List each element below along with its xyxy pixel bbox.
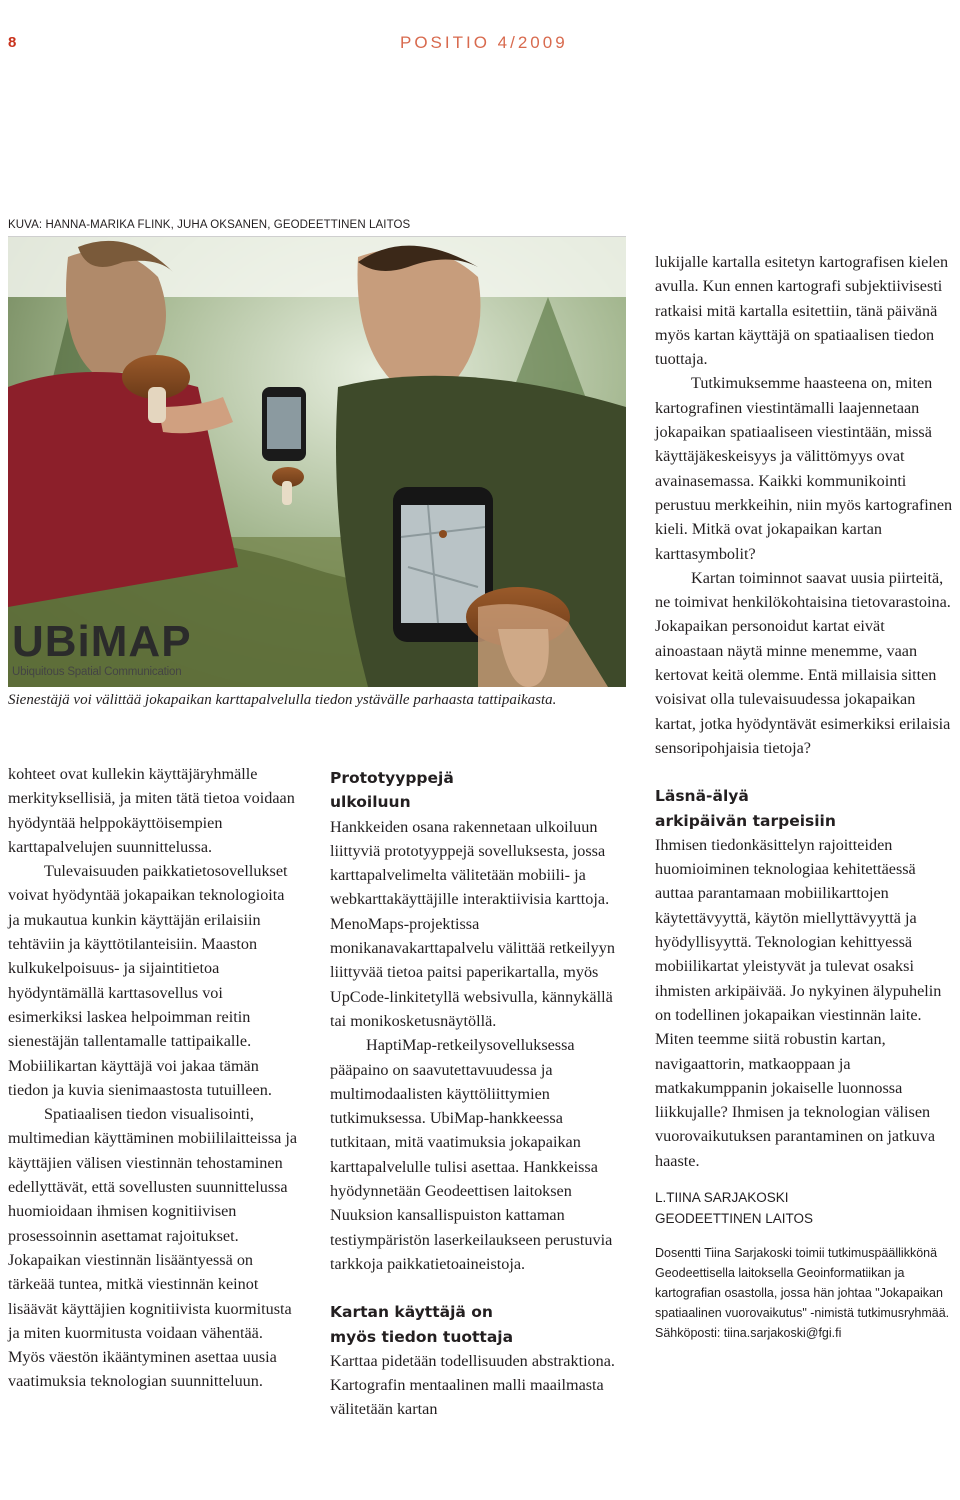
photo-credit: KUVA: HANNA-MARIKA FLINK, JUHA OKSANEN, GEODEETTINEN LAITOS: [8, 219, 411, 231]
logo-tagline: Ubiquitous Spatial Communication: [12, 666, 182, 678]
subheading: myös tiedon tuottaja: [330, 1327, 514, 1346]
paragraph: Karttaa pidetään todellisuuden abstraktiona. Kartografin mentaalinen malli maailmasta välitetään kartan: [330, 1351, 615, 1419]
paragraph: Hankkeiden osana rakennetaan ulkoiluun liittyviä prototyyppejä sovelluksesta, jossa karttapalvelimelta välitetään mobiili- ja webkarttakäyttäjille interaktiivisia karttoja. MenoMaps-projektissa monikanavakarttapalvelu välittää retkeilyyn liittyvää tietoa paitsi paperikartalla, myös UpCode-linkitetyllä websivulla, kännykällä tai monikosketusnäytöllä.: [330, 817, 615, 1030]
paragraph: kohteet ovat kullekin käyttäjäryhmälle merkityksellisiä, ja miten tätä tietoa voidaan hyödyntää helppokäyttöisempien karttapalvelujen suunnittelussa.: [8, 765, 295, 856]
page-number: 8: [8, 34, 17, 51]
author-name: L.TIINA SARJAKOSKI: [655, 1189, 789, 1205]
paragraph: Kartan toiminnot saavat uusia piirteitä, ne toimivat henkilökohtaisina tietovarastoina. Jokapaikan personoidut kartat eivät ainoastaan näytä minne menemme, vaan kertovat keitä olemme. Entä millaisia sitten voisivat olla tulevaisuudessa jokapaikan kartat, jotka hyödyntävät esimerkiksi erilaisia sensoripohjaisia tietoja?: [655, 568, 951, 757]
paragraph: HaptiMap-retkeilysovelluksessa pääpaino on saavutettavuudessa ja multimodaalisten käyttöliittymien tutkimuksessa. UbiMap-hankkeessa tutkitaan, mitä vaatimuksia jokapaikan karttapalvelulle tulisi asettaa. Hankkeissa hyödynnetään Geodeettisen laitoksen Nuuksion kansallispuiston kattaman testiympäristön laserkeilaukseen perustuvia tarkkoja paikkatietoaineistoja.: [330, 1036, 613, 1273]
subheading: ulkoiluun: [330, 793, 411, 812]
paragraph: Ihmisen tiedonkäsittelyn rajoitteiden huomioiminen teknologiaa kehitettäessä auttaa parantamaan mobiilikarttojen käytettävyyttä, käytön miellyttävyyttä ja hyödyllisyyttä. Teknologian kehittyessä mobiilikartat yleistyvät ja tulevat osaksi ihmisten arkipäivää. Jo nykyinen älypuhelin on todellinen jokapaikan viestinnän laite. Miten teemme siitä robustin kartan, navigaattorin, matkaoppaan ja matkakumppanin jokaiselle luonnossa liikkujalle? Ihmisen ja teknologian välisen vuorovaikutuksen parantaminen on jatkuva haaste.: [655, 835, 942, 1170]
publication-header: POSITIO 4/2009: [400, 33, 568, 52]
paragraph: Tulevaisuuden paikkatietosovellukset voivat hyödyntää jokapaikan teknologioita ja mukautua kunkin käyttäjän erilaisiin tehtäviin ja käyttötilanteisiin. Maaston kulkukelpoisuus- ja sijaintitietoa hyödyntämällä karttasovellus voi esimerkiksi laskea helpoimman reitin sienestäjän tallentamalle tattipaikalle. Mobiilikartan käyttäjä voi jakaa tämän tiedon ja kuvia sienimaastosta tutuilleen.: [8, 862, 288, 1099]
paragraph: lukijalle kartalla esitetyn kartografisen kielen avulla. Kun ennen kartografi subjektiivisesti ratkaisi mitä kartalla esitettiin, tänä päivänä myös kartan käyttäjä on spatiaalisen tiedon tuottaja.: [655, 253, 949, 369]
ubimap-logo: [12, 617, 192, 678]
subheading: Läsnä-älyä: [655, 787, 749, 806]
subheading: Prototyyppejä: [330, 769, 454, 787]
photo-caption: Sienestäjä voi välittää jokapaikan karttapalvelulla tiedon ystävälle parhaasta tattipaikasta.: [8, 692, 557, 708]
subheading: Kartan käyttäjä on: [330, 1303, 493, 1322]
author-bio: Dosentti Tiina Sarjakoski toimii tutkimuspäällikkönä Geodeettisella laitoksella Geoinformatiikan ja kartografian osastolla, jossa hän johtaa "Jokapaikan spatiaalinen vuorovaikutus" -nimistä tutkimusryhmää. Sähköposti: tiina.sarjakoski@fgi.fi: [655, 1245, 950, 1340]
author-signature: [655, 1187, 955, 1229]
paragraph: Spatiaalisen tiedon visualisointi, multimedian käyttäminen mobiililaitteissa ja käyttäjien välisen viestinnän tehostaminen edellyttävät, että sovellusten suunnittelussa huomioidaan ihmisen kognitiivisen prosessoinnin asettamat rajoitukset. Jokapaikan viestinnän lisääntyessä on tärkeää tuntea, mitkä viestinnän keinot lisäävät käyttäjien kognitiivista kuormitusta ja miten kuormitusta voidaan vähentää. Myös väestön ikääntyminen asettaa uusia vaatimuksia teknologian suunnitteluun.: [8, 1105, 298, 1391]
logo-wordmark: UBiMAP: [12, 617, 192, 666]
paragraph: Tutkimuksemme haasteena on, miten kartografinen viestintämalli laajennetaan jokapaikan spatiaaliseen viestintään, missä käyttäjäkeskeisyys ja välittömyys ovat avainasemassa. Kaikki kommunikointi perustuu merkkeihin, niin myös kartografinen kieli. Mitkä ovat jokapaikan kartan karttasymbolit?: [655, 374, 953, 563]
column-1: [8, 762, 300, 1394]
column-2: [330, 766, 626, 1422]
subheading: arkipäivän tarpeisiin: [655, 811, 836, 830]
column-3: [655, 250, 955, 1343]
author-organization: GEODEETTINEN LAITOS: [655, 1210, 814, 1226]
smartphone-small: [262, 387, 306, 461]
